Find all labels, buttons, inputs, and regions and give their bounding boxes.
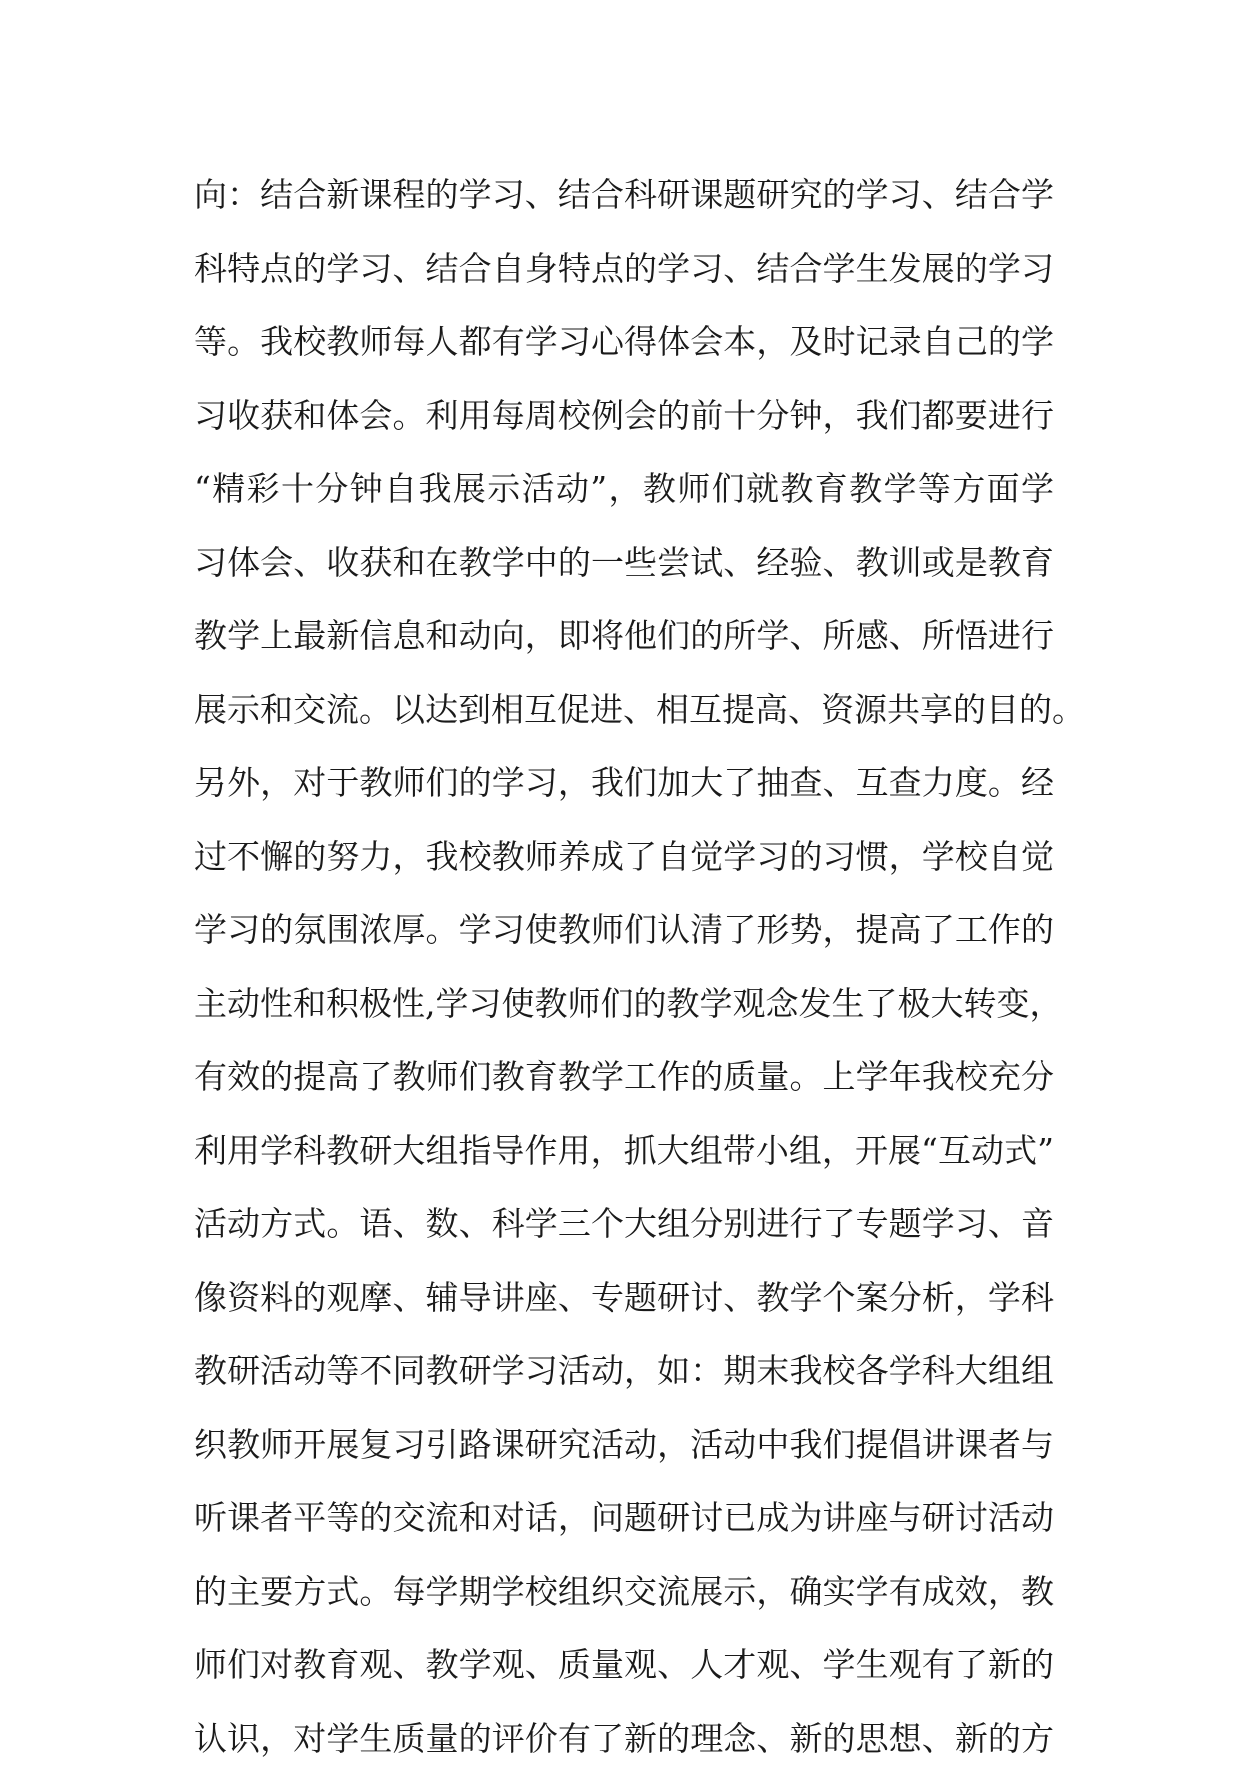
text-line: 的主要方式。每学期学校组织交流展示，确实学有成效，教 bbox=[194, 1555, 1054, 1629]
text-line: 习收获和体会。利用每周校例会的前十分钟，我们都要进行 bbox=[194, 379, 1054, 453]
text-line: 认识，对学生质量的评价有了新的理念、新的思想、新的方 bbox=[194, 1702, 1054, 1775]
text-line: 听课者平等的交流和对话，问题研讨已成为讲座与研讨活动 bbox=[194, 1481, 1054, 1555]
text-line: 向：结合新课程的学习、结合科研课题研究的学习、结合学 bbox=[194, 158, 1054, 232]
body-text bbox=[194, 158, 1054, 1775]
text-line: 过不懈的努力，我校教师养成了自觉学习的习惯，学校自觉 bbox=[194, 820, 1054, 894]
text-line: 织教师开展复习引路课研究活动，活动中我们提倡讲课者与 bbox=[194, 1408, 1054, 1482]
text-line: 师们对教育观、教学观、质量观、人才观、学生观有了新的 bbox=[194, 1628, 1054, 1702]
text-line: 教学上最新信息和动向，即将他们的所学、所感、所悟进行 bbox=[194, 599, 1054, 673]
text-line: 教研活动等不同教研学习活动，如：期末我校各学科大组组 bbox=[194, 1334, 1054, 1408]
text-line: “精彩十分钟自我展示活动”，教师们就教育教学等方面学 bbox=[194, 452, 1054, 526]
text-line: 习体会、收获和在教学中的一些尝试、经验、教训或是教育 bbox=[194, 526, 1054, 600]
text-line: 等。我校教师每人都有学习心得体会本，及时记录自己的学 bbox=[194, 305, 1054, 379]
text-line: 像资料的观摩、辅导讲座、专题研讨、教学个案分析，学科 bbox=[194, 1261, 1054, 1335]
text-line: 科特点的学习、结合自身特点的学习、结合学生发展的学习 bbox=[194, 232, 1054, 306]
text-line: 另外，对于教师们的学习，我们加大了抽查、互查力度。经 bbox=[194, 746, 1054, 820]
text-line: 主动性和积极性,学习使教师们的教学观念发生了极大转变， bbox=[194, 967, 1054, 1041]
text-line: 展示和交流。以达到相互促进、相互提高、资源共享的目的。 bbox=[194, 673, 1054, 747]
text-line: 学习的氛围浓厚。学习使教师们认清了形势，提高了工作的 bbox=[194, 893, 1054, 967]
text-line: 有效的提高了教师们教育教学工作的质量。上学年我校充分 bbox=[194, 1040, 1054, 1114]
text-line: 活动方式。语、数、科学三个大组分别进行了专题学习、音 bbox=[194, 1187, 1054, 1261]
text-line: 利用学科教研大组指导作用，抓大组带小组，开展“互动式” bbox=[194, 1114, 1054, 1188]
